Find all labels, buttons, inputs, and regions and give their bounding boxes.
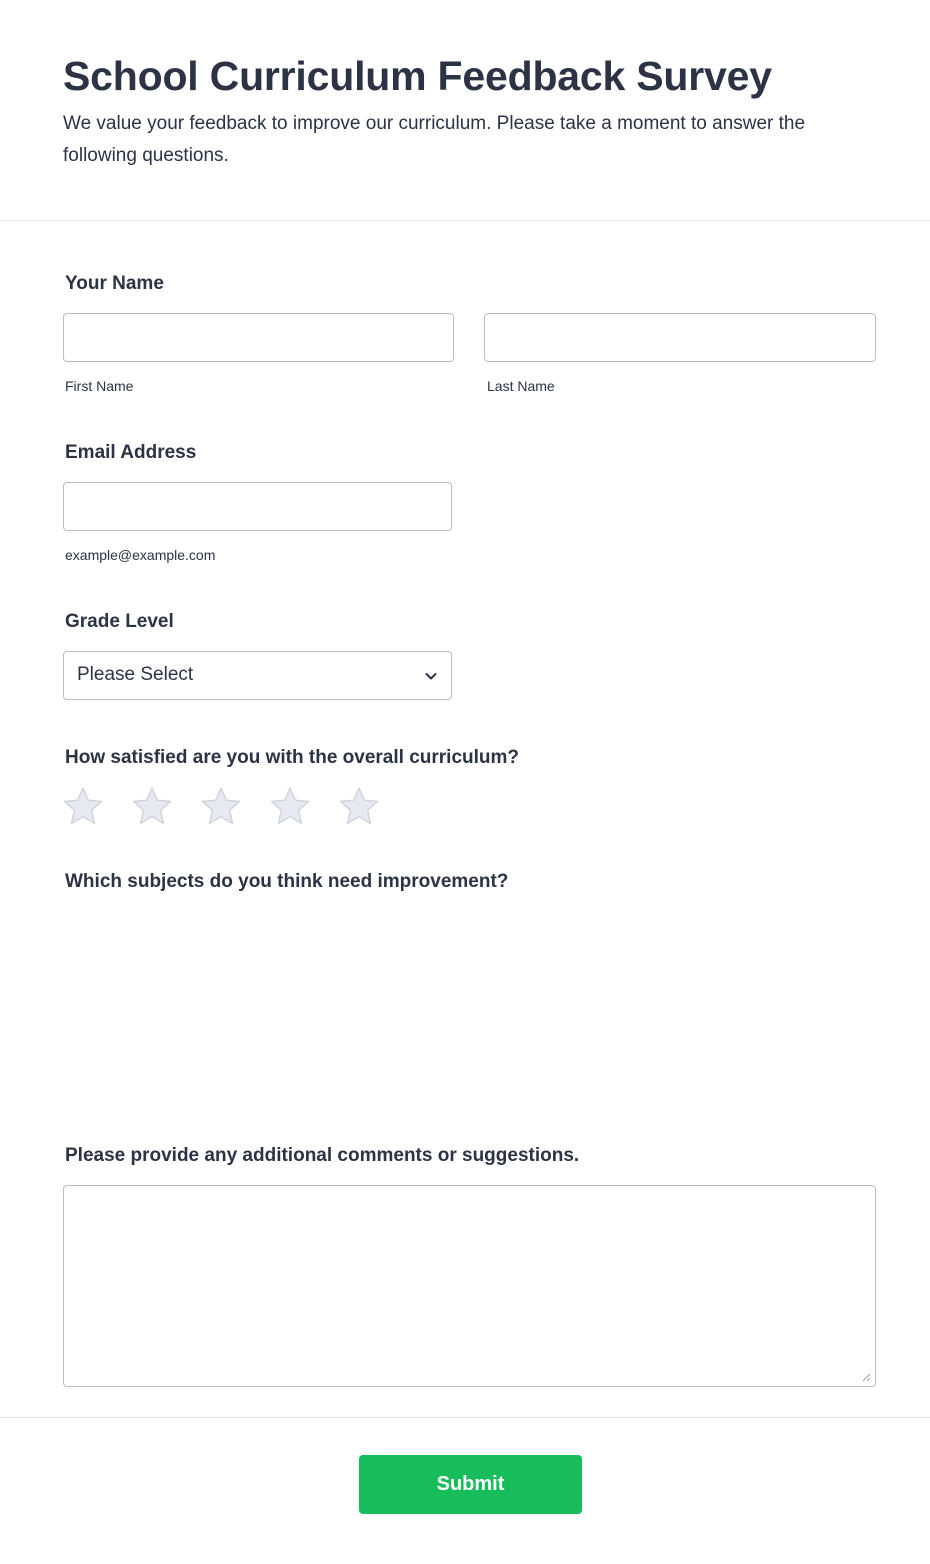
grade-level-select[interactable] (63, 651, 452, 700)
star-1-icon[interactable] (63, 786, 103, 826)
last-name-sublabel: Last Name (487, 378, 555, 394)
name-label: Your Name (65, 273, 164, 294)
last-name-input[interactable] (484, 313, 876, 362)
page-title: School Curriculum Feedback Survey (63, 53, 772, 99)
grade-level-label: Grade Level (65, 611, 174, 632)
submit-button[interactable]: Submit (359, 1455, 582, 1514)
star-4-icon[interactable] (270, 786, 310, 826)
comments-label: Please provide any additional comments or suggestions. (65, 1145, 580, 1166)
grade-level-selected-value: Please Select (77, 664, 194, 685)
resize-handle-icon[interactable] (861, 1372, 871, 1382)
comments-textarea[interactable] (63, 1185, 876, 1387)
subjects-label: Which subjects do you think need improvement? (65, 871, 509, 892)
form-description: We value your feedback to improve our curriculum. Please take a moment to answer the following questions. (63, 113, 806, 166)
star-2-icon[interactable] (132, 786, 172, 826)
first-name-input[interactable] (63, 313, 454, 362)
star-5-icon[interactable] (339, 786, 379, 826)
footer-divider (0, 1417, 930, 1418)
form-header (63, 52, 873, 172)
header-divider (0, 220, 930, 221)
email-label: Email Address (65, 442, 197, 463)
email-input[interactable] (63, 482, 452, 531)
satisfaction-label: How satisfied are you with the overall curriculum? (65, 747, 519, 768)
first-name-sublabel: First Name (65, 378, 134, 394)
email-sublabel: example@example.com (65, 547, 216, 563)
chevron-down-icon (423, 668, 439, 684)
star-3-icon[interactable] (201, 786, 241, 826)
